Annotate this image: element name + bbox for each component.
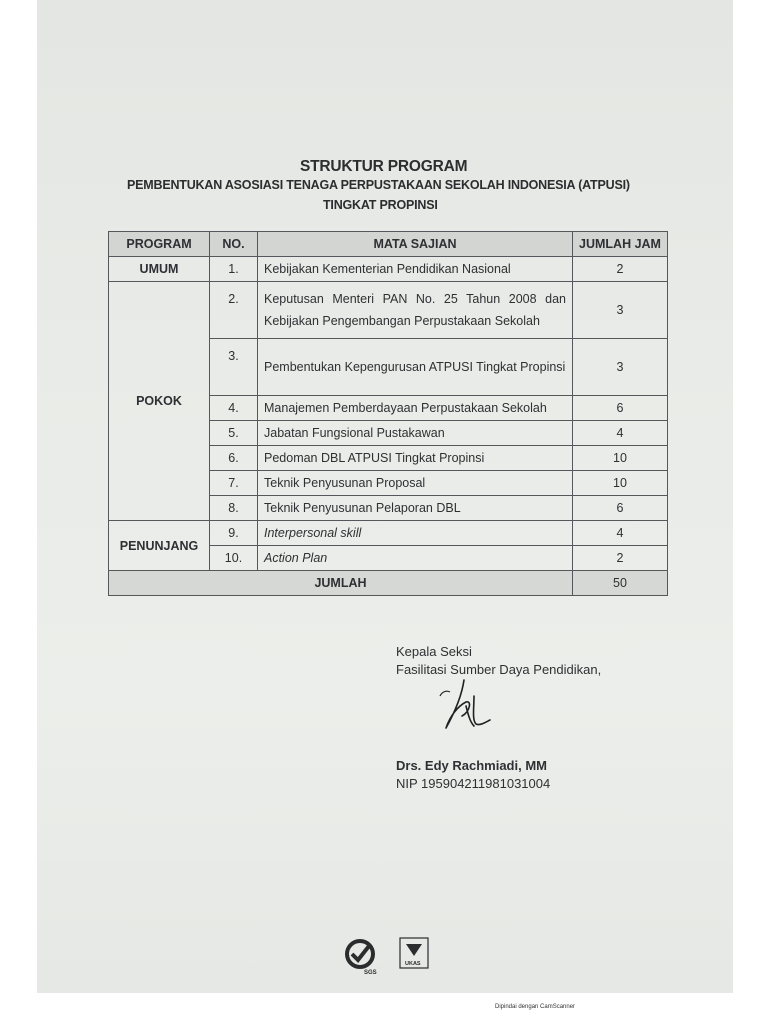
document-title: STRUKTUR PROGRAM — [300, 158, 468, 175]
program-group-pokok: POKOK — [109, 282, 210, 521]
row-jumlah-jam: 3 — [573, 282, 668, 339]
signatory-name: Drs. Edy Rachmiadi, MM — [396, 758, 547, 773]
row-mata-sajian: Interpersonal skill — [258, 521, 573, 546]
row-no: 6. — [210, 446, 258, 471]
ukas-logo-icon — [400, 938, 428, 968]
signature-block — [396, 643, 602, 791]
total-value: 50 — [573, 571, 668, 596]
row-jumlah-jam: 10 — [573, 446, 668, 471]
row-jumlah-jam: 10 — [573, 471, 668, 496]
signatory-unit: Fasilitasi Sumber Daya Pendidikan, — [396, 662, 602, 677]
document-subtitle: PEMBENTUKAN ASOSIASI TENAGA PERPUSTAKAAN SEKOLAH INDONESIA (ATPUSI) — [127, 178, 630, 192]
row-mata-sajian: Jabatan Fungsional Pustakawan — [258, 421, 573, 446]
row-no: 4. — [210, 396, 258, 421]
row-jumlah-jam: 3 — [573, 339, 668, 396]
header-no: NO. — [210, 232, 258, 257]
handwritten-signature — [436, 676, 496, 738]
row-mata-sajian: Pembentukan Kepengurusan ATPUSI Tingkat Propinsi — [258, 339, 573, 396]
program-group-penunjang: PENUNJANG — [109, 521, 210, 571]
sgs-logo-text: SGS — [364, 970, 377, 976]
header-mata-sajian: MATA SAJIAN — [258, 232, 573, 257]
document-subtitle-level: TINGKAT PROPINSI — [323, 198, 438, 212]
row-mata-sajian: Teknik Penyusunan Proposal — [258, 471, 573, 496]
row-jumlah-jam: 6 — [573, 496, 668, 521]
row-mata-sajian: Teknik Penyusunan Pelaporan DBL — [258, 496, 573, 521]
table-header-row — [109, 232, 668, 257]
sgs-logo-icon — [347, 941, 377, 976]
row-no: 2. — [210, 282, 258, 339]
signatory-position: Kepala Seksi — [396, 644, 472, 659]
row-no: 5. — [210, 421, 258, 446]
program-structure-table — [108, 231, 668, 596]
ukas-logo-text: UKAS — [405, 961, 421, 967]
row-no: 8. — [210, 496, 258, 521]
row-mata-sajian: Manajemen Pemberdayaan Perpustakaan Sekolah — [258, 396, 573, 421]
row-jumlah-jam: 2 — [573, 546, 668, 571]
table-total-row — [109, 571, 668, 596]
row-no: 10. — [210, 546, 258, 571]
header-program: PROGRAM — [109, 232, 210, 257]
program-group-umum: UMUM — [109, 257, 210, 282]
row-jumlah-jam: 6 — [573, 396, 668, 421]
row-no: 1. — [210, 257, 258, 282]
row-no: 3. — [210, 339, 258, 396]
row-jumlah-jam: 4 — [573, 421, 668, 446]
row-mata-sajian: Keputusan Menteri PAN No. 25 Tahun 2008 dan Kebijakan Pengembangan Perpustakaan Sekolah — [258, 282, 573, 339]
row-no: 9. — [210, 521, 258, 546]
row-jumlah-jam: 4 — [573, 521, 668, 546]
row-mata-sajian: Pedoman DBL ATPUSI Tingkat Propinsi — [258, 446, 573, 471]
header-jumlah-jam: JUMLAH JAM — [573, 232, 668, 257]
row-mata-sajian: Action Plan — [258, 546, 573, 571]
total-label: JUMLAH — [109, 571, 573, 596]
certification-logos — [342, 936, 438, 981]
row-mata-sajian: Kebijakan Kementerian Pendidikan Nasional — [258, 257, 573, 282]
scanner-watermark: Dipindai dengan CamScanner — [495, 1004, 576, 1010]
table-row — [109, 257, 668, 282]
table-row — [109, 521, 668, 546]
row-jumlah-jam: 2 — [573, 257, 668, 282]
signatory-nip: NIP 195904211981031004 — [396, 776, 551, 791]
row-no: 7. — [210, 471, 258, 496]
table-row — [109, 282, 668, 339]
